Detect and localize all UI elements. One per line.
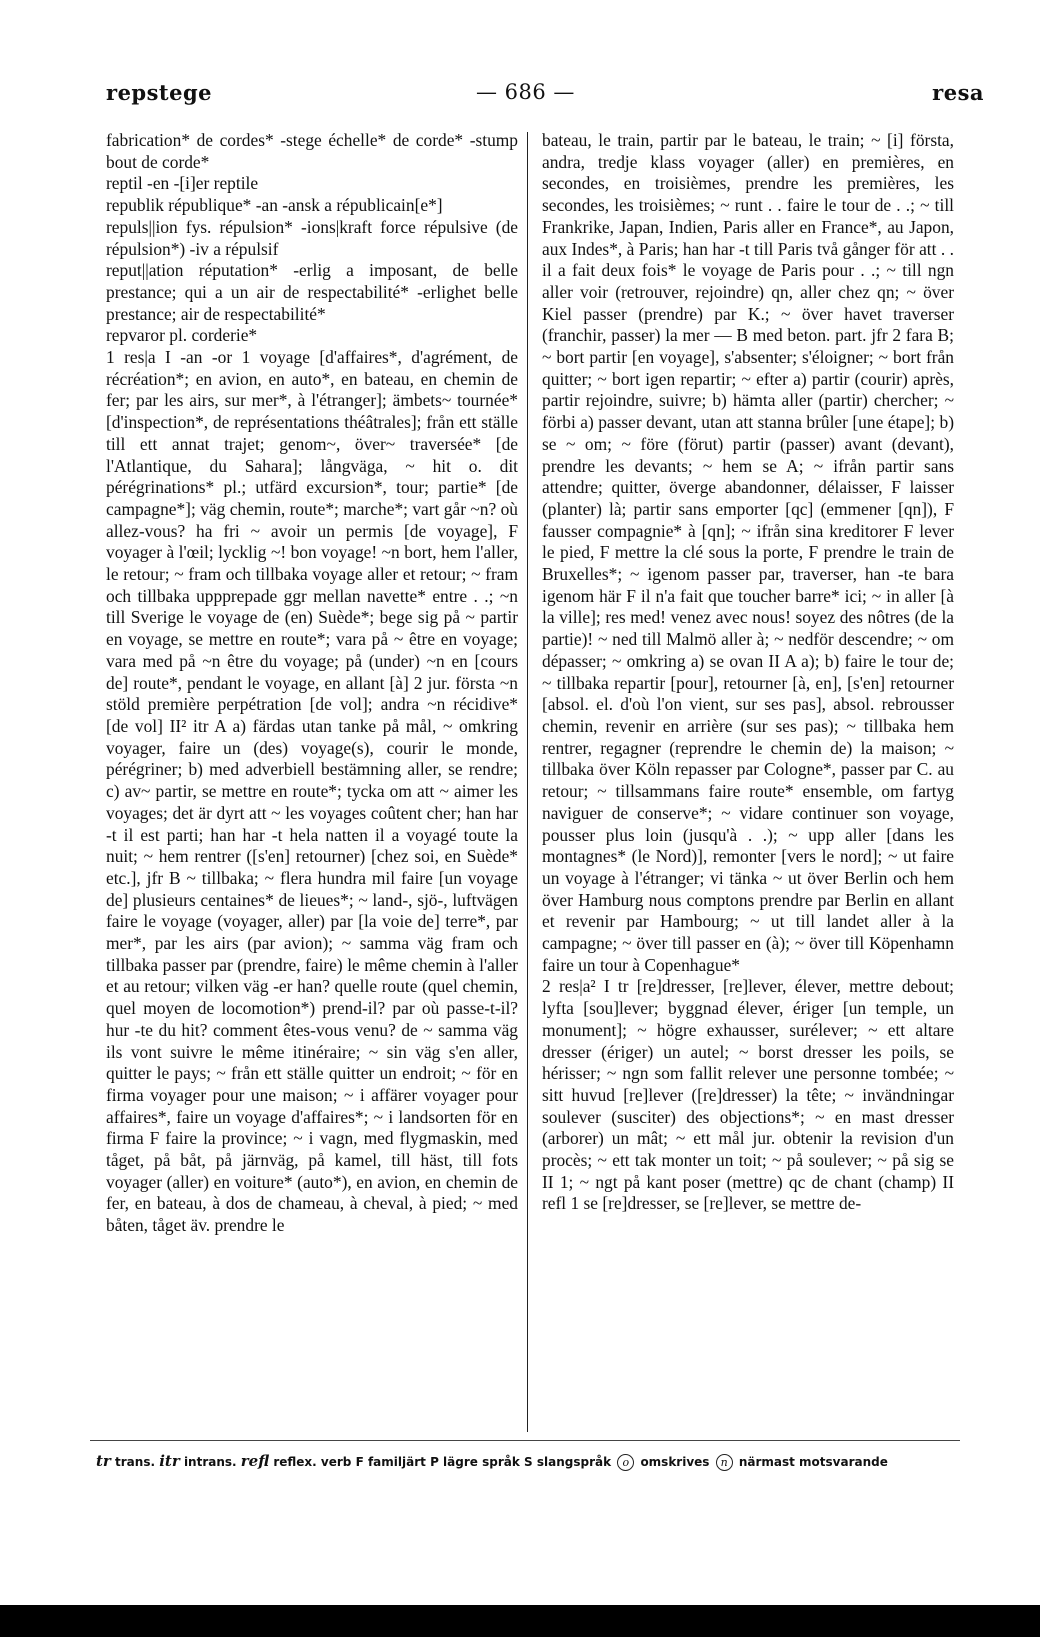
dictionary-entry: 1 res|a I -an -or 1 voyage [d'affaires*, d'agrément, de récréation*; en avion, en auto*, en bateau, en chemin de fer; par les airs, sur mer*, à l'étranger]; ämbets~ tournée* [d'inspection*, de représentations théâtrales]; från ett ställe till ett annat trajet; genom~, över~ traversée* [de l'Atlantique, du Sahara]; långväga, ~ hit o. dit pérégrinations* pl.; utfärd excursion*, tour; partie* [de campagne*]; väg chemin, route*; marche*; vart går ~n? où allez-vous? ha fri ~ avoir un permis [de voyage], F voyager à l'œil; lycklig ~! bon voyage! ~n bort, hem l'aller, le retour; ~ fram och tillbaka voyage aller et retour; ~ fram och tillbaka uppprepade ggr mellan navette* entre . .; ~n till Sverige le voyage de (en) Suède*; bege sig på ~ partir en voyage, se mettre en route*; vara på ~ être en voyage; vara med på ~n être du voyage; på (under) ~n en [cours de] route*, pendant le voyage, en allant [à] 2 jur. första ~n stöld première perpétration [de vol]; andra ~n récidive* [de vol] II² itr A a) färdas utan tanke på mål, ~ omkring voyager, faire un (des) voyage(s), courir le monde, pérégriner; b) med adverbiell bestämning aller, se rendre; c) av~ partir, se mettre en route*; tycka om att ~ aimer les voyages; det är dyrt att ~ les voyages coûtent cher; han har -t il est parti; han har -t hela natten il a voyagé toute la nuit; ~ hem rentrer ([s'en] retourner) [chez soi, en Suède* etc.], jfr B ~ tillbaka; ~ flera hundra mil faire [un voyage de] plusieurs centaines* de lieues*; ~ land-, sjö-, luftvägen faire le voyage (voyager, aller) par [la voie de] terre*, par mer*, par les airs (par avion); ~ samma väg fram och tillbaka passer par (prendre, faire) le même chemin à l'aller et au retour; vilken väg -er han? quelle route (quel chemin, quel moyen de locomotion*) prend-il? par où passe-t-il? hur -te du hit? comment êtes-vous venu? de ~ samma väg ils vont suivre le même itinéraire; ~ sin väg s'en aller, quitter le pays; ~ från ett ställe quitter un endroit; ~ för en firma voyager pour une maison; ~ i affärer voyager pour affaires*, faire un voyage d'affaires*; ~ i landsorten för en firma F faire la province; ~ i vagn, med flygmaskin, med tåget, på båt, på järnväg, på kamel, till häst, till fots voyager (aller) en voiture* (auto*), en avion, en chemin de fer, en bateau, à dos de chameau, à cheval, à pied; ~ med båten, tåget äv. prendre le [106,347,518,1236]
circled-n-icon: n [716,1454,733,1471]
legend-desc-f: familjärt [367,1455,426,1469]
header-left-guideword: repstege [106,80,213,105]
circled-o-icon: o [617,1454,634,1471]
page-number: — 686 — [476,80,575,104]
dictionary-entry: repuls||ion fys. répulsion* -ions|kraft force répulsive (de répulsion*) -iv a répulsif [106,216,518,259]
scan-bottom-edge [0,1605,1040,1637]
legend-desc-p: lägre språk [443,1455,520,1469]
legend-abbr-tr: tr [96,1452,111,1470]
dictionary-entry: reptil -en -[i]er reptile [106,173,259,194]
dictionary-entry: reput||ation réputation* -erlig a imposant, de belle prestance; qui a un air de respectabilité* -erlighet belle prestance; air de respectabilité* [106,260,518,324]
footer-divider [90,1440,960,1441]
legend-desc-itr: intrans. [183,1455,237,1469]
left-column [106,130,518,1237]
legend-desc-o: omskrives [640,1455,710,1469]
right-column [542,130,954,1215]
dictionary-entry: republik république* -an -ansk a républicain[e*] [106,195,443,216]
column-divider [527,132,528,1432]
legend-abbr-f: F [355,1455,364,1469]
dictionary-entry: bateau, le train, partir par le bateau, le train; ~ [i] första, andra, tredje klass voyager (aller) en premières, en secondes, en troisièmes, prendre les premières, les secondes, les troisièmes; ~ runt . . faire le tour de . .; ~ till Frankrike, Japan, Indien, Paris aller en France*, au Japon, aux Indes*, à Paris; han har -t till Paris två gånger för att . . il a fait deux fois* le voyage de Paris pour . .; ~ till ngn aller voir (retrouver, rejoindre) qn, aller chez qn; ~ över Kiel passer (prendre) par K.; ~ över havet traverser (franchir, passer) la mer — B med beton. part. jfr 2 fara B; ~ bort partir [en voyage], s'absenter; s'éloigner; ~ bort från quitter; ~ bort igen repartir; ~ efter a) partir (courir) après, partir rejoindre, suivre; b) hämta aller (partir) chercher; ~ förbi a) passer devant, utan att stanna brûler [une étape]; b) se ~ om; ~ före (förut) partir (passer) avant (devant), prendre les devants; ~ hem se A; ~ ifrån partir sans attendre; quitter, överge abandonner, délaisser, F laisser (planter) là; partir sans emporter [qc] (emmener [qn]), F fausser compagnie* à [qn]; ~ ifrån sina kreditorer F lever le pied, F mettre la clé sous la porte, F prendre le train de Bruxelles*; ~ igenom passer par, traverser, han -te bara igenom här F il n'a fait que toucher barre* ici; ~ in aller [à la ville]; res med! venez avec nous! soyez des nôtres (de la partie)! ~ ned till Malmö aller à; ~ nedför descendre; ~ om dépasser; ~ omkring a) se ovan II A a); b) faire le tour de; ~ tillbaka repartir [pour], retourner [à, en], [s'en] retourner [absol. el. d'où l'on vient, sur ses pas], absol. rebrousser chemin, revenir en arrière (sur ses pas); ~ tillbaka hem rentrer, regagner (reprendre le chemin de) la maison; ~ tillbaka över Köln repasser par Cologne*, passer par C. au retour; ~ tillsammans faire route* ensemble, om fartyg naviguer de conserve*; ~ vidare continuer son voyage, pousser plus loin (jusqu'à . .); ~ upp aller [dans les montagnes* (le Nord)], remonter [vers le nord]; ~ ut faire un voyage à l'étranger; vi tänka ~ ut över Berlin och hem över Hamburg nous comptons prendre par Berlin en allant et revenir par Hambourg; ~ ut till landet aller à la campagne; ~ över till passer en (à); ~ över till Köpenhamn faire un tour à Copenhague* [542,130,954,975]
legend-desc-n: närmast motsvarande [738,1455,888,1469]
legend-abbr-refl: refl [240,1452,270,1470]
legend-desc-s: slangspråk [536,1455,612,1469]
legend-abbr-s: S [524,1455,533,1469]
abbreviation-legend [96,1452,888,1471]
legend-desc-refl: reflex. verb [273,1455,352,1469]
dictionary-entry: 2 res|a² I tr [re]dresser, [re]lever, élever, mettre debout; lyfta [sou]lever; byggnad élever, ériger [un temple, un monument]; ~ högre exhausser, surélever; ~ ett altare dresser (ériger) un autel; ~ borst dresser les poils, se hérisser; ~ ngn som fallit relever une personne tombée; ~ sitt huvud [re]lever ([re]dresser) la tête; ~ invändningar soulever (susciter) des objections*; ~ en mast dresser (arborer) un mât; ~ ett mål jur. obtenir la revision d'un procès; ~ ett tak monter un toit; ~ på soulever; ~ på sig se II 1; ~ ngt på kant poser (mettre) qc de chant (champ) II refl 1 se [re]dresser, se [re]lever, se mettre de- [542,976,954,1214]
dictionary-entry: fabrication* de cordes* -stege échelle* de corde* -stump bout de corde* [106,130,518,172]
legend-abbr-itr: itr [159,1452,180,1470]
legend-abbr-p: P [430,1455,439,1469]
legend-desc-tr: trans. [115,1455,156,1469]
dictionary-entry: repvaror pl. corderie* [106,325,258,346]
header-right-guideword: resa [932,80,984,105]
